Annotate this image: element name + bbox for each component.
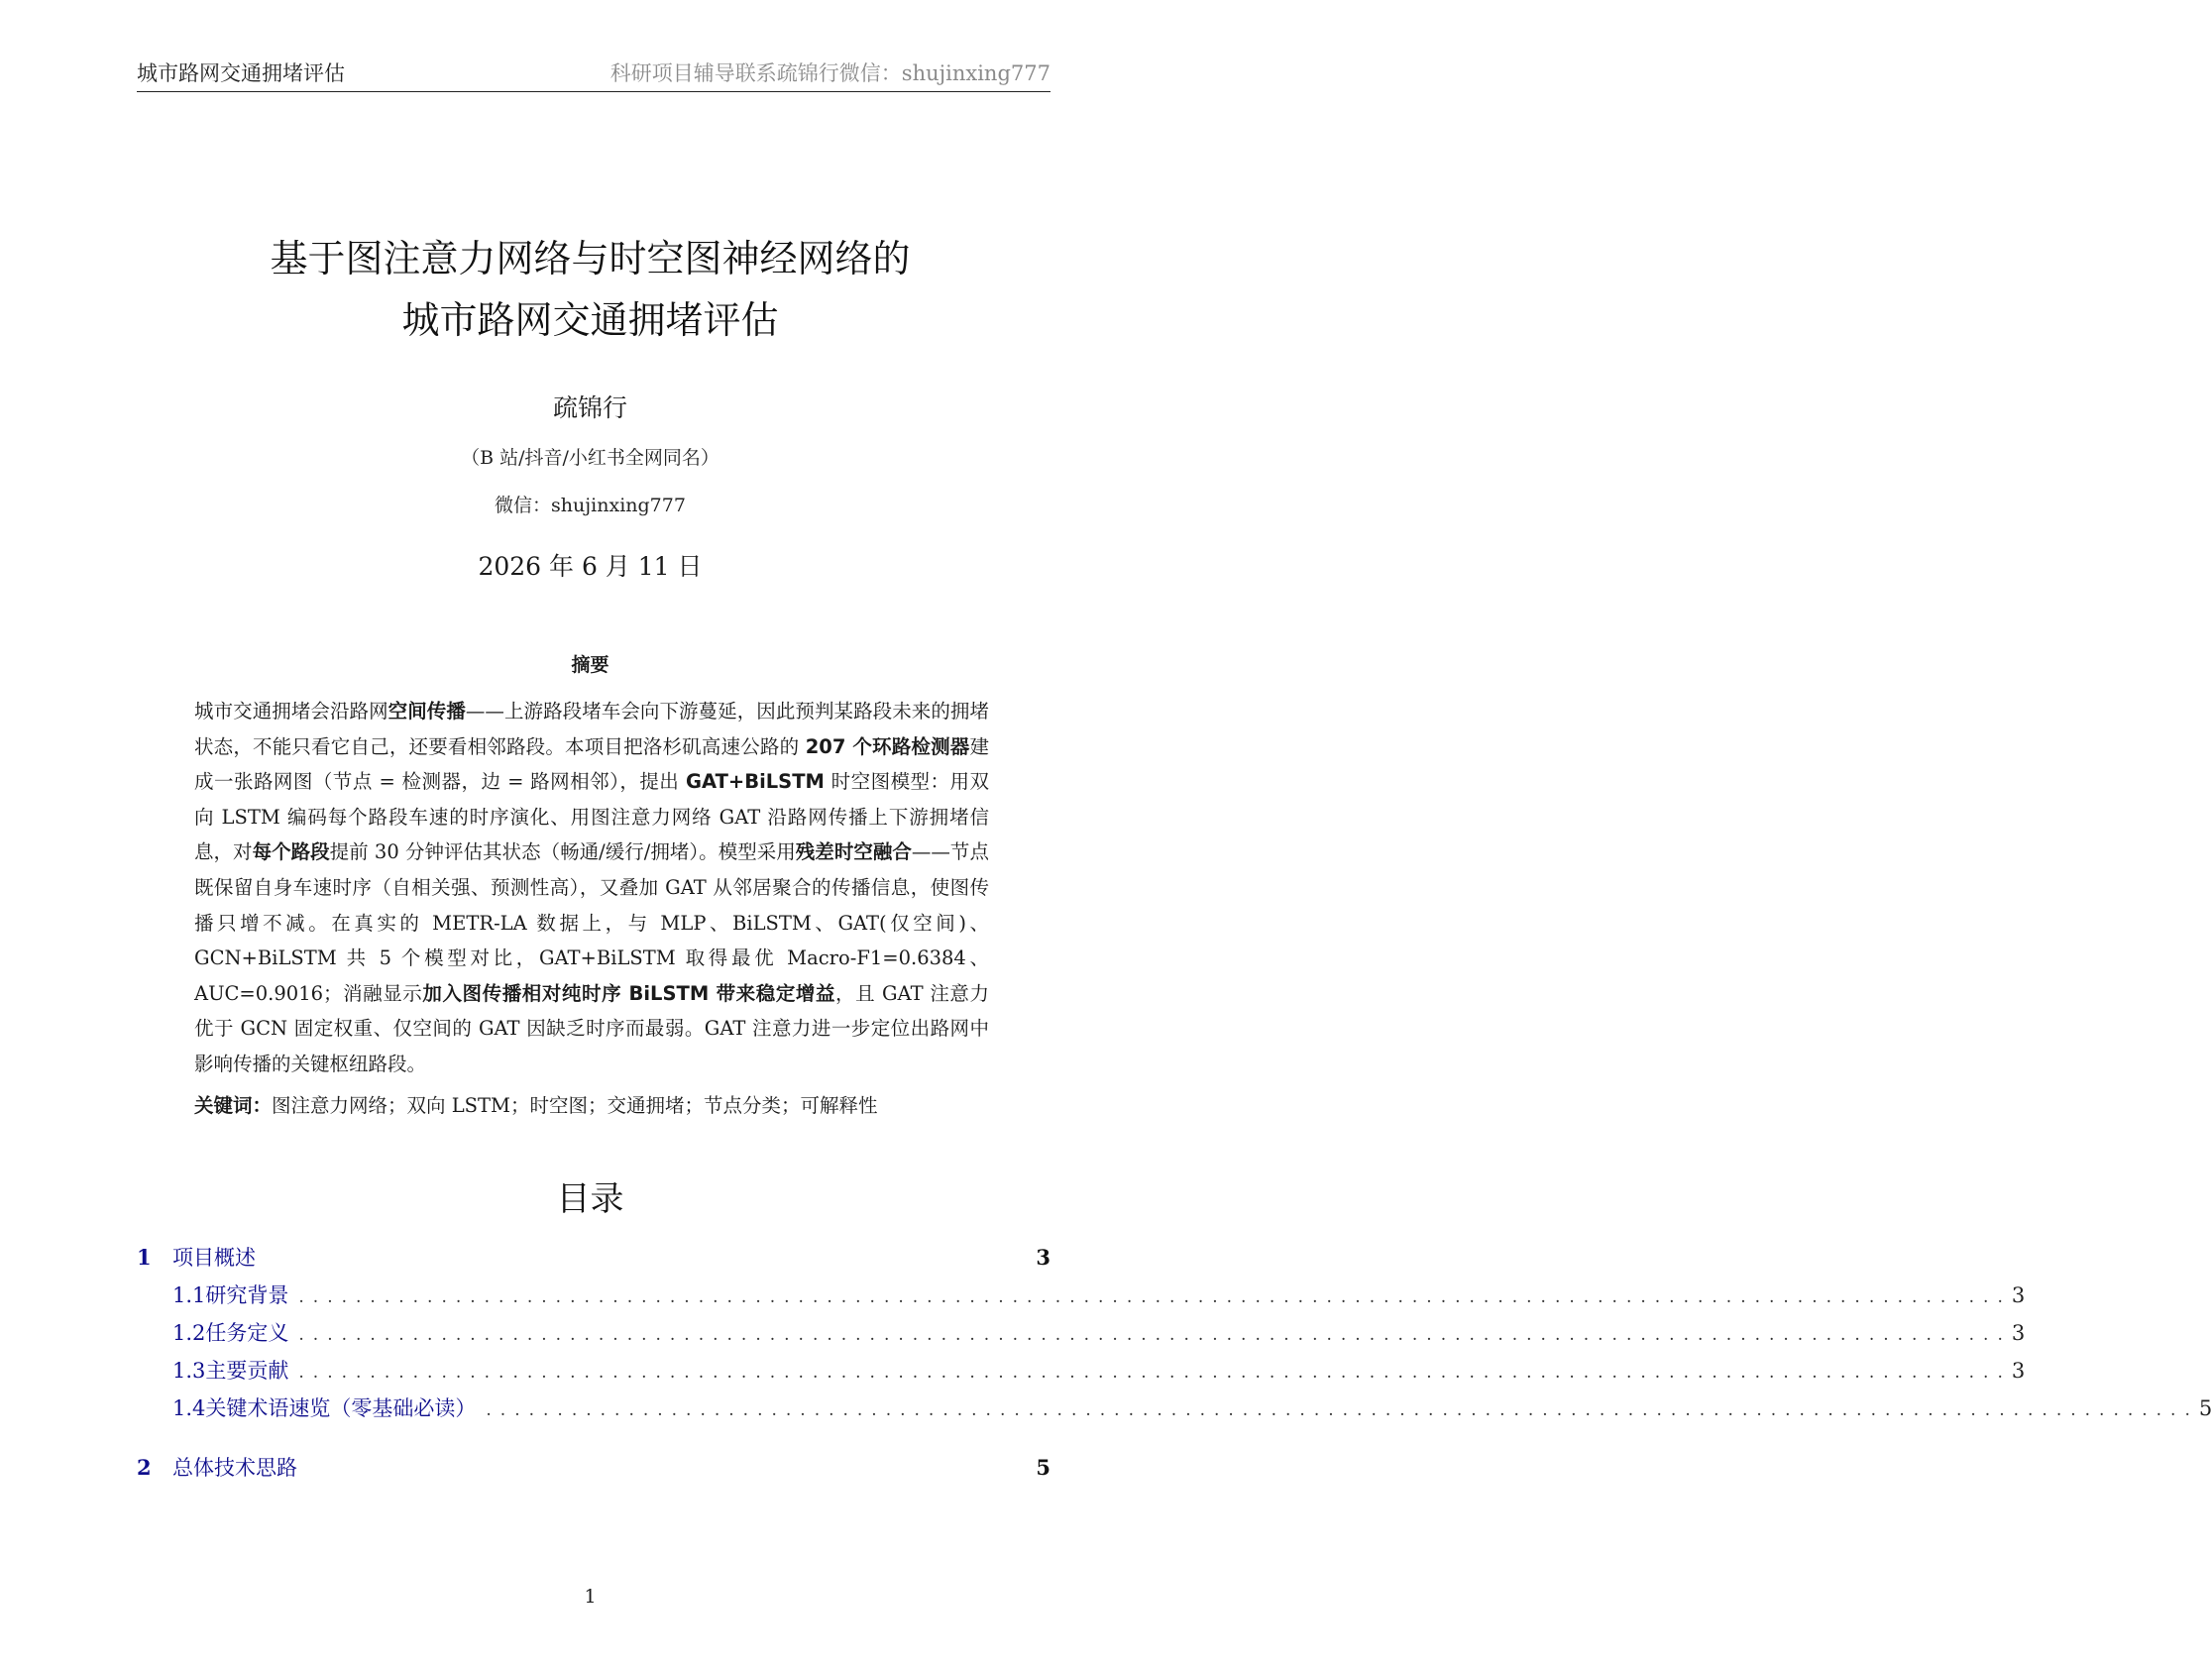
toc-leader-dots: ........................................................................................................................ (298, 1287, 2012, 1307)
keywords-label: 关键词： (194, 1094, 273, 1117)
toc-subsection-number: 1.4 (172, 1396, 206, 1420)
toc-section-number: 1 (137, 1245, 152, 1270)
toc-subsection-number: 1.1 (172, 1283, 206, 1307)
toc-subsection-label: 任务定义 (205, 1321, 289, 1345)
running-head-title: 城市路网交通拥堵评估 (137, 61, 345, 85)
toc-subsection-page: 3 (2011, 1359, 2026, 1383)
toc-subsection-number: 1.3 (172, 1359, 206, 1383)
paper-title (0, 228, 1180, 351)
toc-subsection-1-3[interactable] (137, 1355, 2026, 1392)
toc-section-label: 总体技术思路 (172, 1456, 297, 1480)
toc-subsection-label: 研究背景 (205, 1283, 289, 1307)
abstract-emphasis: 207 个环路检测器 (805, 734, 970, 758)
paper-date: 2026 年 6 月 11 日 (478, 552, 703, 581)
toc-section-label: 项目概述 (172, 1246, 256, 1270)
page-number: 1 (584, 1586, 597, 1608)
abstract-body (194, 694, 989, 1082)
toc-section-page: 5 (1036, 1455, 1051, 1480)
toc-subsection-1-1[interactable] (137, 1280, 2026, 1317)
author-name: 疏锦行 (552, 393, 627, 422)
abstract-text: 建成一张路网图（节点 = 检测器，边 = 路网相邻），提出 (194, 734, 990, 794)
toc-subsection-number: 1.2 (172, 1321, 206, 1345)
keywords-text: 图注意力网络；双向 LSTM；时空图；交通拥堵；节点分类；可解释性 (272, 1094, 878, 1117)
abstract-text: ，且 GAT 注意力优于 GCN 固定权重、仅空间的 GAT 因缺乏时序而最弱。GAT 注意力进一步定位出路网中影响传播的关键枢纽路段。 (194, 981, 989, 1075)
abstract-emphasis: 残差时空融合 (795, 840, 912, 864)
title-line-1: 基于图注意力网络与时空图神经网络的 (270, 237, 911, 280)
abstract-text: ——节点既保留自身车速时序（自相关强、预测性高），又叠加 GAT 从邻居聚合的传播信息，使图传播只增不减。在真实的 METR-LA 数据上，与 MLP、BiLSTM、GAT(仅空间)、GCN+BiLSTM 共 5 个模型对比，GAT+BiLSTM 取得最优 Macro-F1=0.6384、AUC=0.9016；消融显示 (194, 840, 989, 1005)
abstract-emphasis: 每个路段 (252, 840, 330, 864)
toc-leader-dots: ........................................................................................................................ (486, 1400, 2199, 1420)
toc-subsection-page: 3 (2011, 1283, 2026, 1307)
toc-subsection-1-4[interactable] (137, 1392, 2212, 1430)
abstract-emphasis: GAT+BiLSTM (685, 770, 825, 794)
toc-subsection-page: 5 (2198, 1396, 2212, 1420)
toc-subsection-label: 主要贡献 (205, 1359, 289, 1383)
running-head (137, 59, 1051, 92)
abstract-text: 城市交通拥堵会沿路网 (194, 700, 388, 723)
running-head-contact: 科研项目辅导联系疏锦行微信：shujinxing777 (609, 61, 1051, 85)
abstract-text: ——上游路段堵车会向下游蔓延，因此预判某路段未来的拥堵状态，不能只看它自己，还要看相邻路段。本项目把洛杉矶高速公路的 (194, 700, 989, 758)
author-note: （B 站/抖音/小红书全网同名） (461, 447, 719, 469)
toc-heading: 目录 (556, 1179, 624, 1219)
abstract-emphasis: 加入图传播相对纯时序 BiLSTM 带来稳定增益 (422, 981, 836, 1005)
author-wechat: 微信：shujinxing777 (495, 495, 686, 516)
table-of-contents (137, 1242, 2212, 1490)
toc-gap (137, 1430, 1051, 1452)
toc-subsection-page: 3 (2011, 1321, 2026, 1345)
toc-section-number: 2 (137, 1455, 152, 1480)
toc-section-page: 3 (1036, 1245, 1051, 1270)
abstract-text: 提前 30 分钟评估其状态（畅通/缓行/拥堵）。模型采用 (329, 840, 796, 864)
abstract-heading: 摘要 (571, 654, 609, 676)
toc-subsection-label: 关键术语速览（零基础必读） (205, 1396, 477, 1420)
abstract-emphasis: 空间传播 (387, 700, 466, 723)
abstract-text: 时空图模型：用双向 LSTM 编码每个路段车速的时序演化、用图注意力网络 GAT 沿路网传播上下游拥堵信息，对 (194, 770, 990, 864)
keywords (194, 1091, 989, 1121)
toc-subsection-1-2[interactable] (137, 1317, 2026, 1355)
toc-section-1[interactable] (137, 1242, 1051, 1280)
toc-leader-dots: ........................................................................................................................ (298, 1325, 2012, 1345)
title-line-2: 城市路网交通拥堵评估 (401, 298, 779, 342)
toc-section-2[interactable] (137, 1452, 1051, 1490)
toc-leader-dots: ........................................................................................................................ (298, 1363, 2012, 1383)
